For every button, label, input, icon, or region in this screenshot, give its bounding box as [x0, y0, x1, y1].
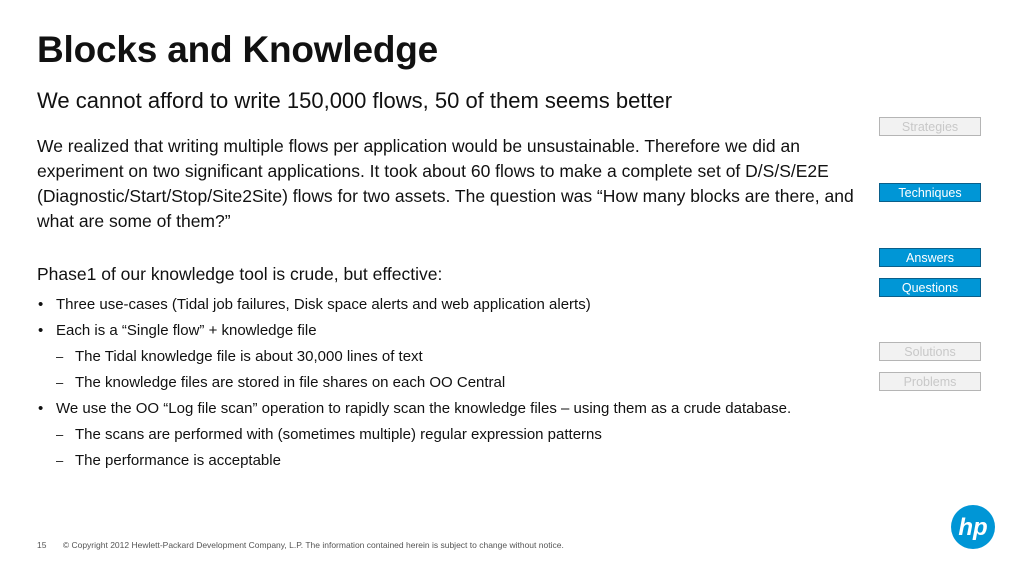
- footer: [37, 540, 564, 550]
- bullet-marker: •: [38, 322, 44, 339]
- sub-bullet-text: The knowledge files are stored in file shares on each OO Central: [75, 374, 506, 391]
- slide-title: Blocks and Knowledge: [37, 29, 439, 70]
- sub-bullet-marker: –: [56, 375, 64, 390]
- sub-bullet-item: [37, 346, 837, 367]
- bullet-list: [37, 294, 837, 476]
- bullet-text: Three use-cases (Tidal job failures, Disk space alerts and web application alerts): [56, 296, 591, 313]
- tag-questions[interactable]: Questions: [879, 278, 981, 297]
- copyright-notice: © Copyright 2012 Hewlett-Packard Development Company, L.P. The information contained herein is subject to change without notice.: [62, 540, 564, 550]
- sub-bullet-text: The scans are performed with (sometimes multiple) regular expression patterns: [75, 426, 602, 443]
- slide-subtitle: We cannot afford to write 150,000 flows, 50 of them seems better: [37, 88, 673, 113]
- sub-bullet-item: [37, 372, 837, 393]
- page-number: 15: [37, 540, 47, 550]
- tag-techniques[interactable]: Techniques: [879, 183, 981, 202]
- bullet-marker: •: [38, 296, 44, 313]
- tag-answers[interactable]: Answers: [879, 248, 981, 267]
- tag-problems[interactable]: Problems: [879, 372, 981, 391]
- sub-bullet-item: [37, 424, 837, 445]
- tag-solutions[interactable]: Solutions: [879, 342, 981, 361]
- bullet-text: We use the OO “Log file scan” operation to rapidly scan the knowledge files – using them as a crude database.: [56, 400, 792, 417]
- logo-text: hp: [958, 514, 988, 541]
- tag-strategies[interactable]: Strategies: [879, 117, 981, 136]
- sub-bullet-marker: –: [56, 453, 64, 468]
- sub-bullet-item: [37, 450, 837, 471]
- bullet-marker: •: [38, 400, 44, 417]
- sub-bullet-marker: –: [56, 427, 64, 442]
- sub-bullet-marker: –: [56, 349, 64, 364]
- bullet-text: Each is a “Single flow” + knowledge file: [56, 322, 317, 339]
- bullet-item: [37, 320, 837, 341]
- intro-paragraph: We realized that writing multiple flows per application would be unsustainable. Therefore we did an experiment on two significant applications. It took about 60 flows to make a complete set of D/S/S/E2E (Diagnostic/Start/Stop/Site2Site) flows for two assets. The question was “How many blocks are there, and what are some of them?”: [37, 136, 854, 231]
- sub-bullet-text: The Tidal knowledge file is about 30,000 lines of text: [75, 348, 423, 365]
- bullet-item: [37, 294, 837, 315]
- hp-logo-icon: [950, 504, 996, 550]
- sub-bullet-text: The performance is acceptable: [75, 452, 281, 469]
- phase-heading: Phase1 of our knowledge tool is crude, but effective:: [37, 264, 443, 284]
- bullet-item: [37, 398, 837, 419]
